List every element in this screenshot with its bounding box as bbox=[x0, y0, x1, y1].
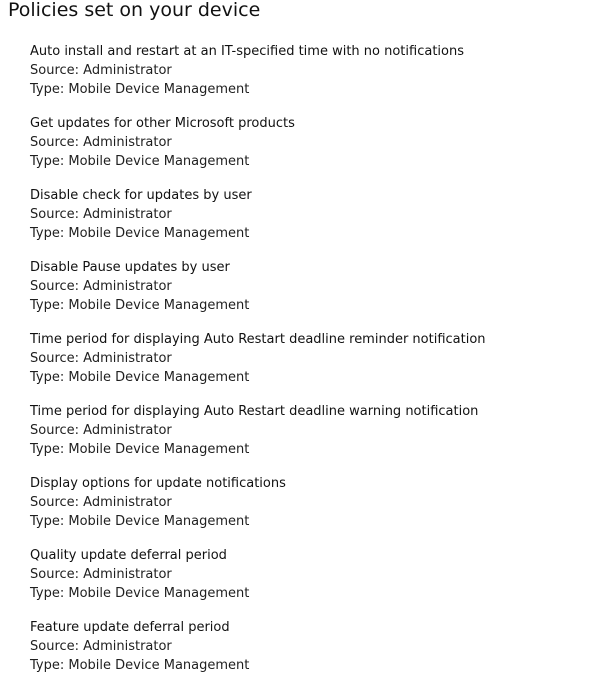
policy-name: Disable check for updates by user bbox=[30, 188, 252, 203]
policy-name: Display options for update notifications bbox=[30, 476, 286, 491]
policy-item bbox=[30, 618, 590, 690]
policy-type: Type: Mobile Device Management bbox=[30, 586, 250, 601]
policy-item bbox=[30, 546, 590, 618]
policy-type: Type: Mobile Device Management bbox=[30, 658, 250, 673]
policy-item bbox=[30, 186, 590, 258]
policy-source: Source: Administrator bbox=[30, 495, 172, 510]
policy-source: Source: Administrator bbox=[30, 639, 172, 654]
policy-item bbox=[30, 474, 590, 546]
policy-source: Source: Administrator bbox=[30, 423, 172, 438]
policy-item bbox=[30, 114, 590, 186]
policy-name: Auto install and restart at an IT-specified time with no notifications bbox=[30, 44, 464, 59]
page-title: Policies set on your device bbox=[8, 0, 261, 21]
policy-source: Source: Administrator bbox=[30, 567, 172, 582]
policy-type: Type: Mobile Device Management bbox=[30, 154, 250, 169]
policy-type: Type: Mobile Device Management bbox=[30, 82, 250, 97]
policy-source: Source: Administrator bbox=[30, 207, 172, 222]
policy-name: Get updates for other Microsoft products bbox=[30, 116, 295, 131]
policy-name: Time period for displaying Auto Restart deadline warning notification bbox=[30, 404, 479, 419]
policy-source: Source: Administrator bbox=[30, 135, 172, 150]
policy-name: Disable Pause updates by user bbox=[30, 260, 230, 275]
policy-source: Source: Administrator bbox=[30, 279, 172, 294]
policy-source: Source: Administrator bbox=[30, 63, 172, 78]
policy-source: Source: Administrator bbox=[30, 351, 172, 366]
policy-list bbox=[30, 42, 590, 690]
policy-item bbox=[30, 330, 590, 402]
policy-item bbox=[30, 42, 590, 114]
policy-item bbox=[30, 402, 590, 474]
policy-type: Type: Mobile Device Management bbox=[30, 370, 250, 385]
policy-item bbox=[30, 258, 590, 330]
policy-type: Type: Mobile Device Management bbox=[30, 514, 250, 529]
policy-type: Type: Mobile Device Management bbox=[30, 226, 250, 241]
policy-name: Feature update deferral period bbox=[30, 620, 230, 635]
policy-type: Type: Mobile Device Management bbox=[30, 442, 250, 457]
policy-name: Quality update deferral period bbox=[30, 548, 227, 563]
policy-name: Time period for displaying Auto Restart deadline reminder notification bbox=[30, 332, 486, 347]
policy-type: Type: Mobile Device Management bbox=[30, 298, 250, 313]
